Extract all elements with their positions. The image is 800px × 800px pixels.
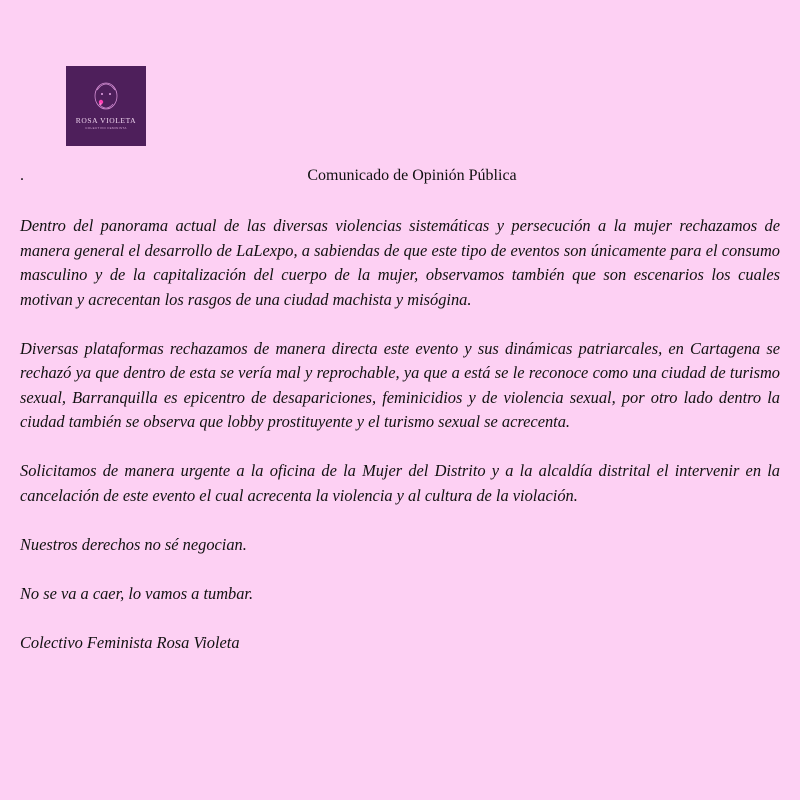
document-title: Comunicado de Opinión Pública (307, 167, 517, 184)
document-body (20, 214, 780, 680)
logo-title: ROSA VIOLETA (75, 116, 137, 125)
paragraph-4: Nuestros derechos no sé negocian. (20, 534, 247, 554)
logo (66, 66, 146, 146)
paragraph-5: No se va a caer, lo vamos a tumbar. (20, 583, 254, 603)
paragraph-3: Solicitamos de manera urgente a la oficina de la Mujer del Distrito y a la alcaldía distrital el intervenir en la cancelación de este evento el cual acrecenta la violencia y al cultura de la violación. (20, 461, 780, 505)
signature: Colectivo Feminista Rosa Violeta (20, 632, 240, 652)
paragraph-1: Dentro del panorama actual de las diversas violencias sistemáticas y persecución a la mujer rechazamos de manera general el desarrollo de LaLexpo, a sabiendas de que este tipo de eventos son únicamente para el consumo masculino y de la capitalización del cuerpo de la mujer, observamos también que son escenarios los cuales motivan y acrecentan los rasgos de una ciudad machista y misógina. (20, 216, 780, 309)
logo-subtitle: COLECTIVO FEMINISTA (85, 126, 127, 130)
woman-face-icon (66, 66, 146, 146)
leading-mark: . (20, 167, 24, 184)
paragraph-2: Diversas plataformas rechazamos de manera directa este evento y sus dinámicas patriarcales, en Cartagena se rechazó ya que dentro de esta se vería mal y reprochable, ya que a está se le reconoce como una ciudad de turismo sexual, Barranquilla es epicentro de desapariciones, feminicidios y de violencia sexual, por otro lado dentro la ciudad también se observa que lobby prostituyente y el turismo sexual se acrecenta. (20, 338, 780, 431)
